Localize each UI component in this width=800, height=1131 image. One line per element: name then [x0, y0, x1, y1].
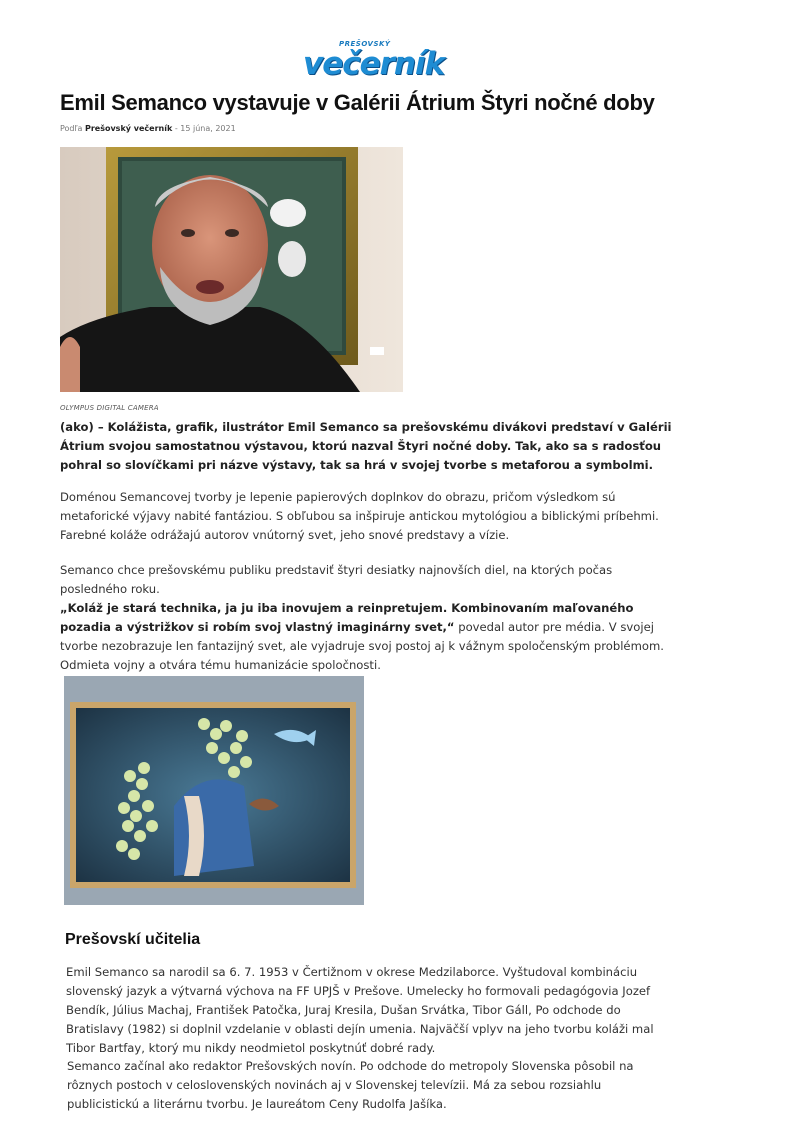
article-lead: (ako) – Kolážista, grafik, ilustrátor Emil Semanco sa prešovskému divákovi predstaví v Galérii Átrium svojou samostatnou výstavou, ktorú nazval Štyri nočné doby. Tak, ako sa s radosťou pohral so slovíčkami pri názve výstavy, tak sa hrá v svojej tvorbe s metaforou a symbolmi. [60, 420, 672, 472]
article-title: Emil Semanco vystavuje v Galérii Átrium Štyri nočné doby [60, 90, 655, 115]
paragraph-3-quote: „Koláž je stará technika, ja ju iba inovujem a reinpretujem. Kombinovaním maľovaného pozadia a výstrižkov si robím svoj vlastný imaginárny svet,“ [60, 601, 634, 634]
paragraph-3-intro: Semanco chce prešovskému publiku predstaviť štyri desiatky najnovších diel, na ktorých počas posledného roku. [60, 563, 613, 596]
logo-main-text: večerník [303, 46, 445, 82]
section-heading: Prešovskí učitelia [65, 931, 201, 948]
photo-caption: OLYMPUS DIGITAL CAMERA [60, 404, 159, 412]
article-paragraph-4: Emil Semanco sa narodil sa 6. 7. 1953 v Čertižnom v okrese Medzilaborce. Vyštudoval kombináciu slovenský jazyk a výtvarná výchova na FF UPJŠ v Prešove. Umelecky ho formovali pedagógovia Jozef Bendík, Július Machaj, František Patočka, Juraj Kresila, Dušan Srvátka, Tibor Gáll, Po odchode do Bratislavy (1982) si doplnil vzdelanie v oblasti dejín umenia. Najväčší vplyv na jeho tvorbu koláži mal Tibor Bartfay, ktorý mu nikdy neodmietol poskytnúť dobré rady. [66, 965, 654, 1055]
article-paragraph-3 [60, 561, 680, 675]
byline-prefix: Podľa [60, 124, 83, 133]
article-paragraph-5: Semanco začínal ako redaktor Prešovských novín. Po odchode do metropoly Slovenska pôsobil na rôznych postoch v celoslovenských novinách aj v Slovenskej televízii. Má za sebou rozsiahlu publicistickú a literárnu tvorbu. Je laureátom Ceny Rudolfa Jašíka. [67, 1059, 634, 1111]
collage-artwork-photo [64, 676, 364, 905]
article-byline [60, 124, 236, 133]
byline-separator: - [174, 124, 178, 133]
site-logo[interactable] [300, 38, 445, 86]
artist-portrait-photo [60, 147, 403, 392]
article-paragraph-2: Doménou Semancovej tvorby je lepenie papierových doplnkov do obrazu, pričom výsledkom sú metaforické výjavy nabité fantáziou. S obľubou sa inšpiruje antickou mytológiou a biblickými príbehmi. Farebné koláže odrážajú autorov vnútorný svet, jeho snové predstavy a vízie. [60, 490, 659, 542]
byline-date: 15 júna, 2021 [180, 124, 236, 133]
logo-small-text: PREŠOVSKÝ [339, 40, 391, 48]
paragraph-3-rest: povedal autor pre média. V svojej tvorbe nezobrazuje len fantazijný svet, ale vyjadruje svoj postoj aj k vážnym spoločenským problémom. Odmieta vojny a otvára tému humanizácie spoločnosti. [60, 620, 664, 672]
byline-author[interactable]: Prešovský večerník [84, 124, 173, 133]
